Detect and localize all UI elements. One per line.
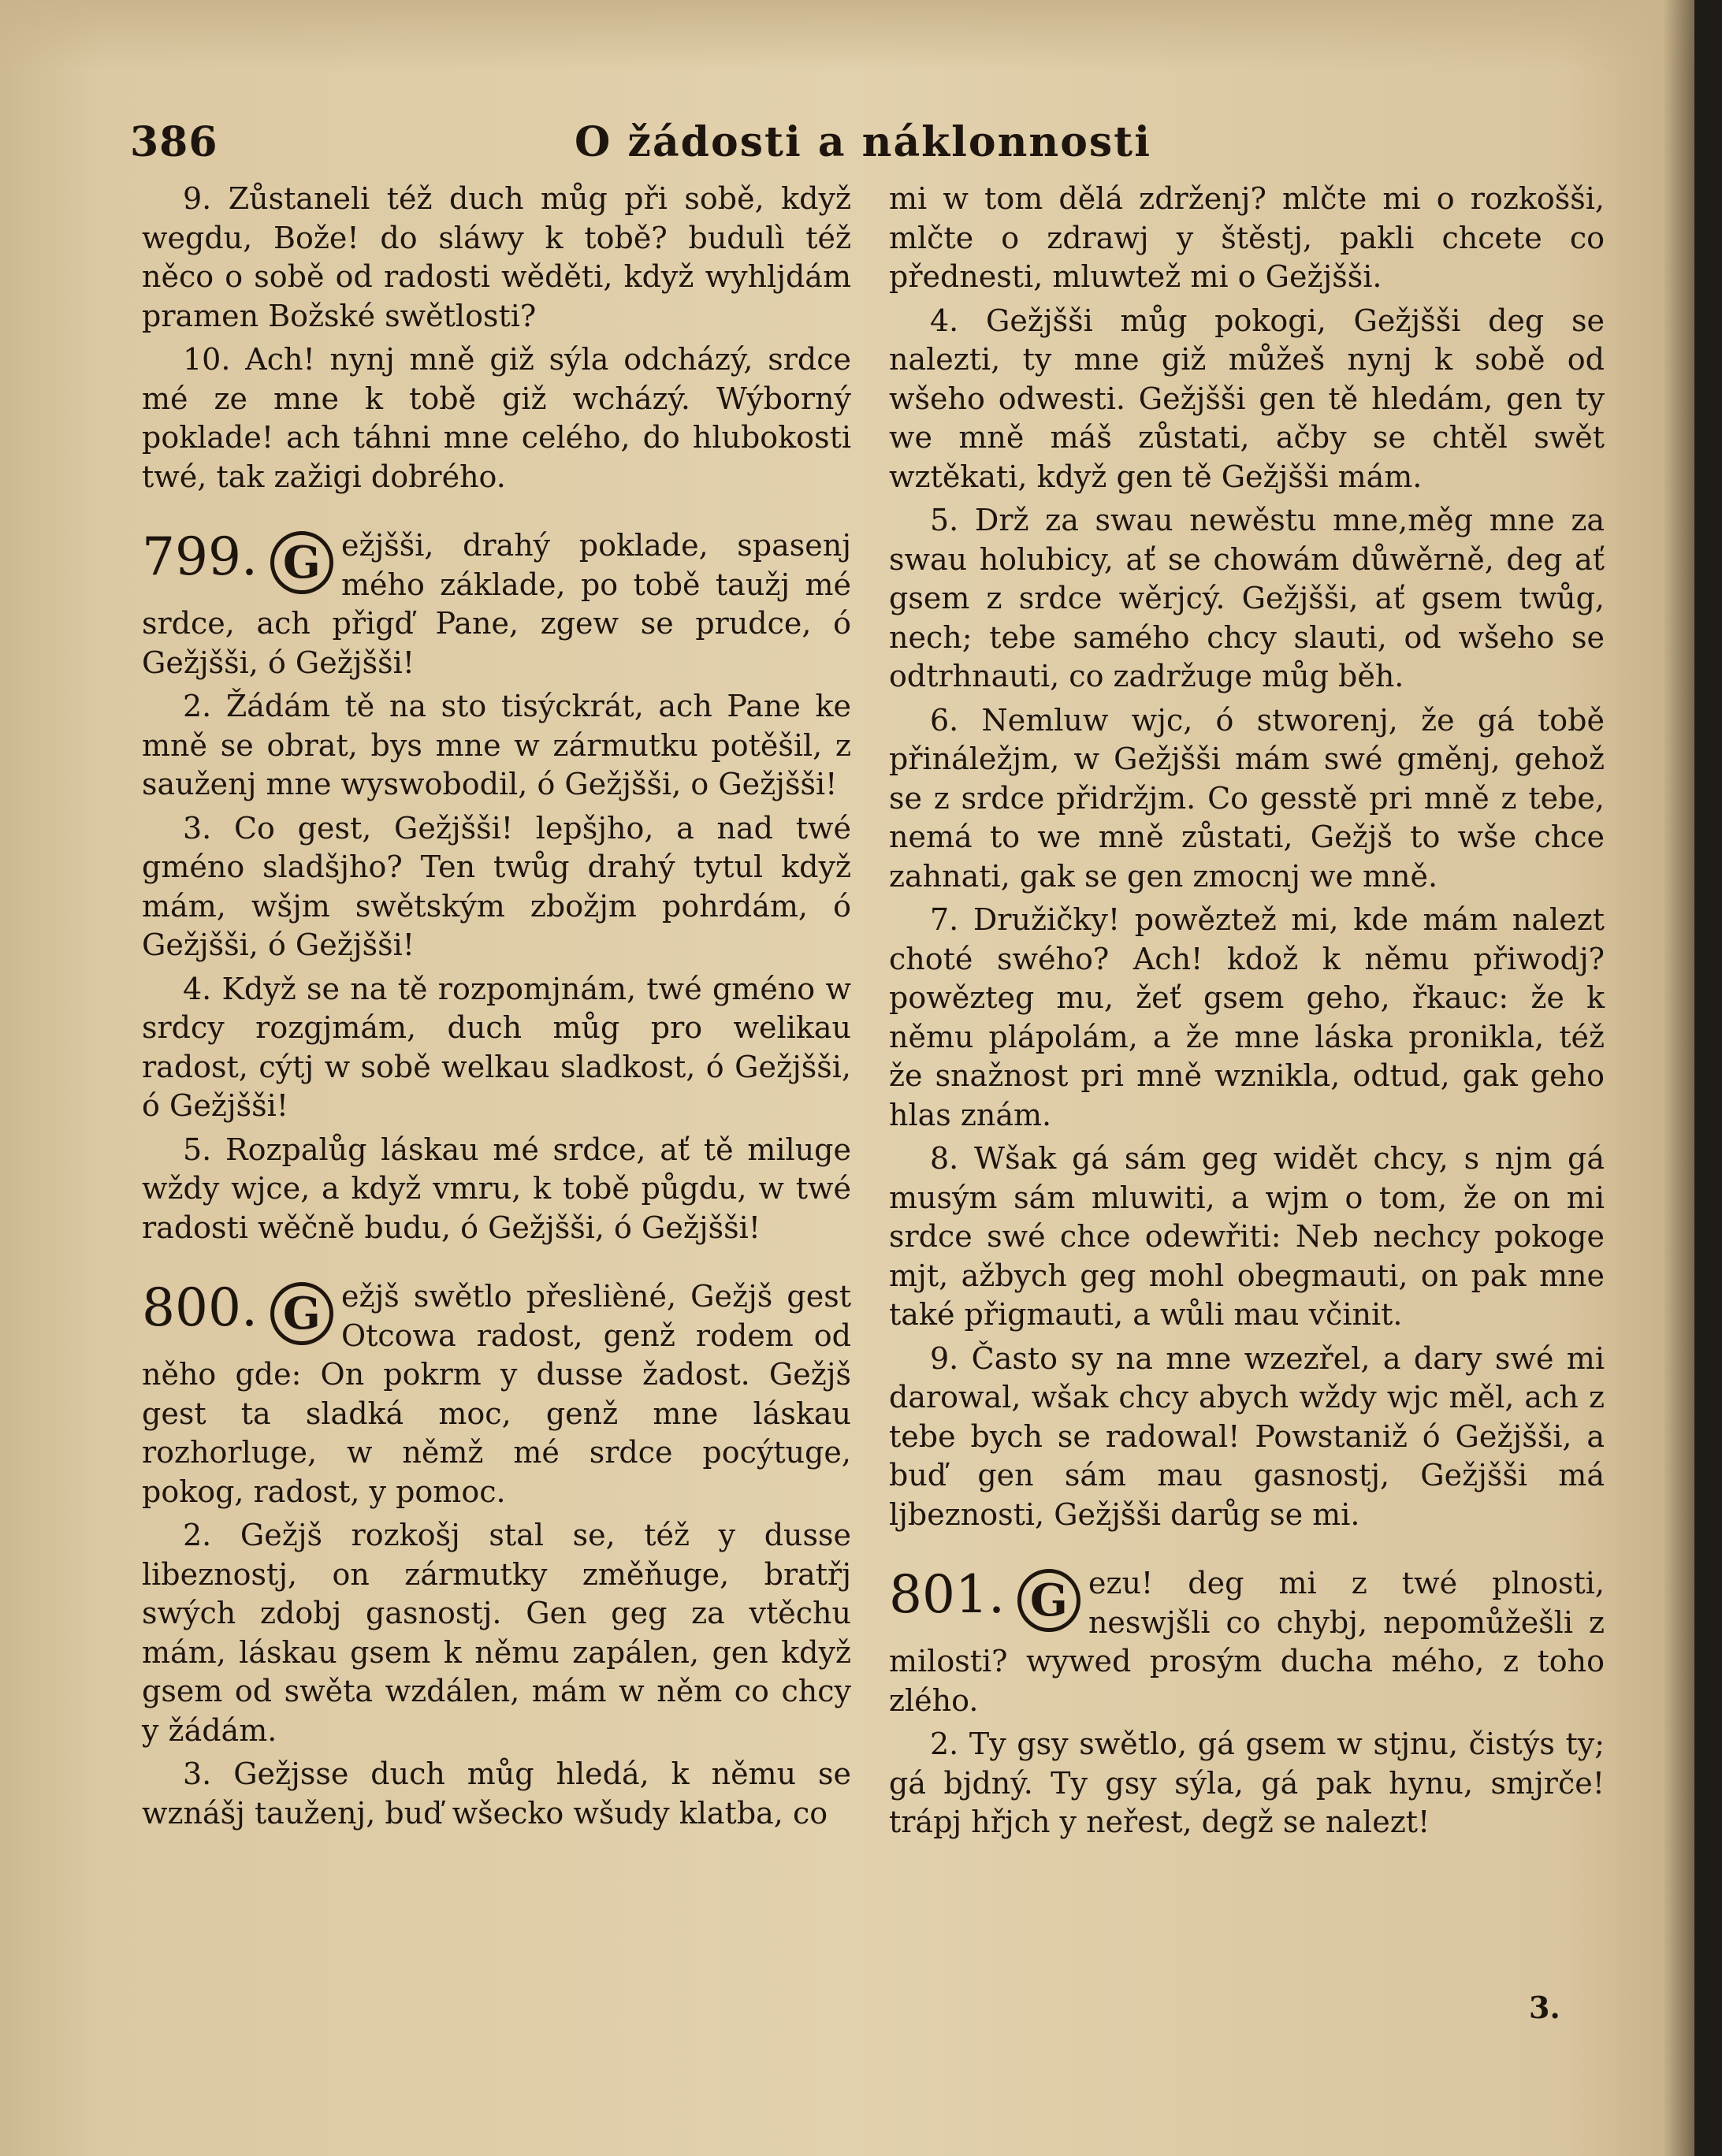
page-header [130,118,1596,173]
drop-cap: G [270,531,333,594]
right-column [889,180,1605,1847]
hymn-first-verse: ežjš swětlo přeslièné, Gežjš gest Otcowa radost, genž rodem od něho gde: On pokrm y dusse žadost. Gežjš gest ta sladká moc, genž mne láskau rozhorluge, w němž mé srdce pocýtuge, pokog, radost, y pomoc. [142,1279,851,1509]
hymn-799 [142,526,851,682]
verse: 9. Často sy na mne wzezřel, a dary swé mi darowal, wšak chcy abych wždy wjc měl, ach z tebe bych se radowal! Powstaniž ó Gežjšši, a buď gen sám mau gasnostj, Gežjšši má ljbeznosti, Gežjšši darůg se mi. [889,1340,1605,1532]
drop-cap: G [270,1282,333,1345]
drop-cap: G [1017,1569,1080,1632]
hymn-number: 801. [889,1564,1005,1625]
hymn-801 [889,1564,1605,1720]
verse: 7. Družičky! powěztež mi, kde mám nalezt choté swého? Ach! kdož k němu přiwodj? powězteg mu, žeť gsem geho, řkauc: že k němu plápolám, a že mne láska pronikla, též že snažnost pri mně wznikla, odtud, gak geho hlas znám. [889,902,1605,1132]
catchword: 3. [1529,1990,1560,2025]
page-stain [0,0,1694,71]
verse-continued: mi w tom dělá zdrženj? mlčte mi o rozkošši, mlčte o zdrawj y štěstj, pakli chcete co přednesti, mluwtež mi o Gežjšši. [889,181,1605,294]
verse: 5. Rozpalůg láskau mé srdce, ať tě miluge wždy wjce, a když vmru, k tobě půgdu, w twé radosti wěčně budu, ó Gežjšši, ó Gežjšši! [142,1132,851,1245]
running-title: O žádosti a náklonnosti [575,118,1151,166]
verse: 6. Nemluw wjc, ó stworenj, že gá tobě přináležjm, w Gežjšši mám swé gměnj, gehož se z srdce přidržjm. Co gesstě pri mně z tebe, nemá to we mně zůstati, Gežjš to wše chce zahnati, gak se gen zmocnj we mně. [889,702,1605,894]
hymn-number: 799. [142,526,258,587]
verse: 8. Wšak gá sám geg widět chcy, s njm gá musým sám mluwiti, a wjm o tom, že on mi srdce swé chce odewřiti: Neb nechcy pokoge mjt, ažbych geg mohl obegmauti, on pak mne také přigmauti, a wůli mau včinit. [889,1141,1605,1332]
book-edge-shadow [1663,0,1694,2156]
page-number: 386 [130,118,218,166]
verse: 2. Gežjš rozkošj stal se, též y dusse libeznostj, on zármutky změňuge, bratřj swých zdobj gasnostj. Gen geg za vtěchu mám, láskau gsem k němu zapálen, gen když gsem od swěta wzdálen, mám w něm co chcy y žádám. [142,1518,851,1748]
verse: 5. Drž za swau newěstu mne,měg mne za swau holubicy, ať se chowám důwěrně, deg ať gsem z srdce wěrjcý. Gežjšši, ať gsem twůg, nech; tebe samého chcy slauti, od wšeho se odtrhnauti, co zadržuge můg běh. [889,503,1605,693]
hymn-first-verse: ezu! deg mi z twé plnosti, neswjšli co chybj, nepomůžešli z milosti? wywed prosým ducha mého, z toho zlého. [889,1566,1605,1718]
hymn-800 [142,1277,851,1511]
verse: 3. Co gest, Gežjšši! lepšjho, a nad twé gméno sladšjho? Ten twůg drahý tytul když mám, wšjm swětským zbožjm pohrdám, ó Gežjšši, ó Gežjšši! [142,810,851,962]
verse: 4. Gežjšši můg pokogi, Gežjšši deg se nalezti, ty mne giž můžeš nynj k sobě od wšeho odwesti. Gežjšši gen tě hledám, gen ty we mně máš zůstati, ačby se chtěl swět wztěkati, když gen tě Gežjšši mám. [889,303,1605,494]
hymn-first-verse: ežjšši, drahý poklade, spasenj mého základe, po tobě taužj mé srdce, ach přigď Pane, zgew se prudce, ó Gežjšši, ó Gežjšši! [142,528,851,680]
verse: 2. Žádám tě na sto tisýckrát, ach Pane ke mně se obrat, bys mne w zármutku potěšil, z sauženj mne wyswobodil, ó Gežjšši, o Gežjšši! [142,689,851,801]
verse: 3. Gežjsse duch můg hledá, k němu se wznášj tauženj, buď wšecko wšudy klatba, co [142,1756,851,1831]
verse-10: 10. Ach! nynj mně giž sýla odcházý, srdce mé ze mne k tobě giž wcházý. Wýborný poklade! ach táhni mne celého, do hlubokosti twé, tak zažigi dobrého. [142,342,851,494]
verse: 4. Když se na tě rozpomjnám, twé gméno w srdcy rozgjmám, duch můg pro welikau radost, cýtj w sobě welkau sladkost, ó Gežjšši, ó Gežjšši! [142,971,851,1123]
left-column [142,180,851,1838]
hymn-number: 800. [142,1277,258,1338]
verse-9: 9. Zůstaneli též duch můg při sobě, když wegdu, Bože! do sláwy k tobě? budulì též něco o sobě od radosti wěděti, když wyhljdám pramen Božské swětlosti? [142,181,851,333]
verse: 2. Ty gsy swětlo, gá gsem w stjnu, čistýs ty; gá bjdný. Ty gsy sýla, gá pak hynu, smjrče! trápj hřjch y neřest, degž se nalezt! [889,1727,1605,1839]
